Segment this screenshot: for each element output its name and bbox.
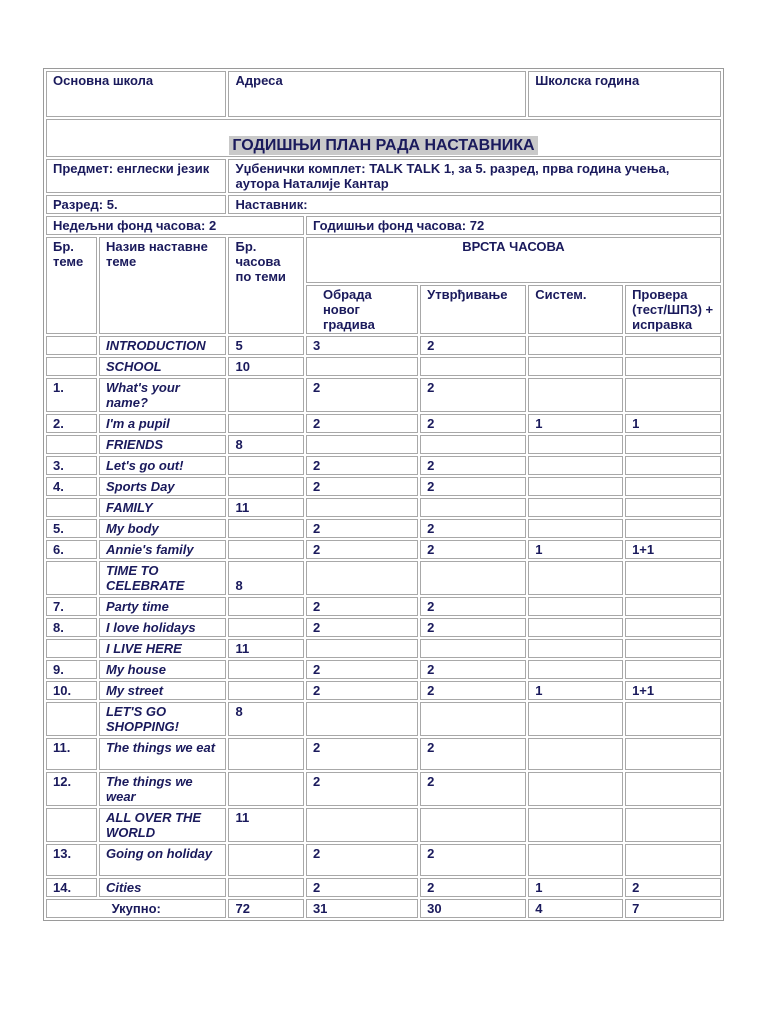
- table-row: [46, 519, 721, 538]
- topic-name-cell: LET'S GO SHOPPING!: [99, 702, 227, 736]
- test-cell: [625, 477, 721, 496]
- teacher-cell: [228, 195, 721, 214]
- test-cell: [625, 336, 721, 355]
- new-material-cell: 2: [306, 477, 418, 496]
- system-cell: 1: [528, 878, 623, 897]
- revision-cell: [420, 498, 526, 517]
- total-row: [46, 899, 721, 918]
- col-topic-no: [46, 237, 97, 334]
- hours-cell: [228, 618, 303, 637]
- total-test-cell: 7: [625, 899, 721, 918]
- topic-name-cell: Cities: [99, 878, 227, 897]
- new-material-cell: [306, 702, 418, 736]
- topic-name-cell: Sports Day: [99, 477, 227, 496]
- topic-no-cell: 8.: [46, 618, 97, 637]
- hours-cell: [228, 681, 303, 700]
- topic-name-cell: Going on holiday: [99, 844, 227, 876]
- new-material-cell: 3: [306, 336, 418, 355]
- hours-cell: 5: [228, 336, 303, 355]
- table-row: [46, 456, 721, 475]
- plan-table: [43, 68, 724, 921]
- topic-no-cell: 6.: [46, 540, 97, 559]
- topic-no-cell: [46, 336, 97, 355]
- textbook-cell: [228, 159, 721, 193]
- title-cell: [46, 119, 721, 157]
- test-cell: [625, 618, 721, 637]
- test-cell: 1: [625, 414, 721, 433]
- topic-name-cell: My street: [99, 681, 227, 700]
- test-cell: [625, 639, 721, 658]
- table-row: [46, 660, 721, 679]
- topic-no-cell: 4.: [46, 477, 97, 496]
- revision-cell: 2: [420, 844, 526, 876]
- system-cell: [528, 378, 623, 412]
- hours-cell: [228, 519, 303, 538]
- test-cell: [625, 772, 721, 806]
- topic-no-cell: 12.: [46, 772, 97, 806]
- hours-cell: 8: [228, 561, 303, 595]
- test-cell: [625, 456, 721, 475]
- hours-cell: [228, 660, 303, 679]
- test-cell: [625, 844, 721, 876]
- hours-cell: [228, 772, 303, 806]
- table-row: [46, 561, 721, 595]
- system-cell: [528, 844, 623, 876]
- new-material-cell: [306, 357, 418, 376]
- topic-name-cell: Party time: [99, 597, 227, 616]
- revision-cell: 2: [420, 540, 526, 559]
- new-material-cell: 2: [306, 597, 418, 616]
- table-row: [46, 738, 721, 770]
- col-new-material: [306, 285, 418, 334]
- new-material-cell: 2: [306, 738, 418, 770]
- school-year-label: Школска година: [535, 73, 640, 88]
- new-material-cell: 2: [306, 456, 418, 475]
- hours-cell: [228, 540, 303, 559]
- new-material-cell: [306, 639, 418, 658]
- topic-name-cell: My body: [99, 519, 227, 538]
- new-material-cell: [306, 498, 418, 517]
- revision-cell: 2: [420, 660, 526, 679]
- new-material-cell: 2: [306, 772, 418, 806]
- test-cell: [625, 597, 721, 616]
- topic-no-cell: [46, 639, 97, 658]
- hours-cell: [228, 878, 303, 897]
- school-cell: [46, 71, 226, 117]
- new-material-cell: 2: [306, 618, 418, 637]
- table-row: [46, 336, 721, 355]
- col-revision: [420, 285, 526, 334]
- revision-cell: 2: [420, 477, 526, 496]
- total-hours-cell: 72: [228, 899, 303, 918]
- revision-cell: [420, 357, 526, 376]
- topic-name-cell: I love holidays: [99, 618, 227, 637]
- revision-cell: 2: [420, 336, 526, 355]
- new-material-cell: 2: [306, 878, 418, 897]
- topic-no-cell: [46, 702, 97, 736]
- revision-cell: [420, 639, 526, 658]
- revision-cell: 2: [420, 681, 526, 700]
- table-row: [46, 435, 721, 454]
- system-cell: [528, 618, 623, 637]
- col-test: [625, 285, 721, 334]
- topic-no-cell: 2.: [46, 414, 97, 433]
- table-row: [46, 414, 721, 433]
- system-cell: [528, 357, 623, 376]
- system-cell: [528, 456, 623, 475]
- hours-cell: [228, 597, 303, 616]
- topic-name-cell: ALL OVER THE WORLD: [99, 808, 227, 842]
- revision-cell: 2: [420, 878, 526, 897]
- system-cell: [528, 702, 623, 736]
- col-hours: [228, 237, 303, 334]
- new-material-cell: 2: [306, 660, 418, 679]
- new-material-cell: 2: [306, 540, 418, 559]
- col-topic-name-label: Назив наставне теме: [105, 239, 208, 269]
- test-cell: [625, 498, 721, 517]
- topic-no-cell: 5.: [46, 519, 97, 538]
- revision-cell: [420, 561, 526, 595]
- new-material-cell: 2: [306, 378, 418, 412]
- test-cell: [625, 561, 721, 595]
- test-cell: 1+1: [625, 540, 721, 559]
- test-cell: [625, 357, 721, 376]
- topic-name-cell: I LIVE HERE: [99, 639, 227, 658]
- revision-cell: 2: [420, 597, 526, 616]
- system-cell: [528, 498, 623, 517]
- school-year-cell: [528, 71, 721, 117]
- col-system: [528, 285, 623, 334]
- table-row: [46, 378, 721, 412]
- hours-cell: [228, 844, 303, 876]
- hours-cell: 10: [228, 357, 303, 376]
- topic-no-cell: [46, 808, 97, 842]
- system-cell: [528, 808, 623, 842]
- hours-cell: [228, 414, 303, 433]
- new-material-cell: 2: [306, 844, 418, 876]
- table-row: [46, 844, 721, 876]
- table-row: [46, 639, 721, 658]
- yearly-fund-cell: [306, 216, 721, 235]
- table-row: [46, 618, 721, 637]
- table-row: [46, 702, 721, 736]
- col-lesson-types-label: ВРСТА ЧАСОВА: [462, 239, 565, 254]
- table-row: [46, 681, 721, 700]
- topic-name-cell: The things we wear: [99, 772, 227, 806]
- revision-cell: 2: [420, 378, 526, 412]
- topic-name-cell: The things we eat: [99, 738, 227, 770]
- col-topic-name: [99, 237, 227, 334]
- test-cell: [625, 519, 721, 538]
- topic-no-cell: 13.: [46, 844, 97, 876]
- table-row: [46, 878, 721, 897]
- system-cell: [528, 435, 623, 454]
- system-cell: [528, 336, 623, 355]
- table-row: [46, 772, 721, 806]
- revision-cell: 2: [420, 772, 526, 806]
- document-page: [43, 68, 724, 921]
- yearly-fund-text: Годишњи фонд часова: 72: [312, 218, 485, 233]
- test-cell: 1+1: [625, 681, 721, 700]
- col-test-label: Провера (тест/ШПЗ) + исправка: [632, 287, 714, 332]
- hours-cell: [228, 378, 303, 412]
- topic-no-cell: 3.: [46, 456, 97, 475]
- test-cell: [625, 435, 721, 454]
- address-cell: [228, 71, 526, 117]
- grade-cell: [46, 195, 226, 214]
- new-material-cell: 2: [306, 681, 418, 700]
- col-hours-label: Бр. часова по теми: [235, 239, 286, 284]
- page-title: ГОДИШЊИ ПЛАН РАДА НАСТАВНИКА: [229, 136, 537, 155]
- topic-name-cell: Annie's family: [99, 540, 227, 559]
- topic-no-cell: 14.: [46, 878, 97, 897]
- topic-no-cell: [46, 498, 97, 517]
- hours-cell: 8: [228, 702, 303, 736]
- topic-name-cell: My house: [99, 660, 227, 679]
- col-revision-label: Утврђивање: [427, 287, 508, 302]
- new-material-cell: 2: [306, 519, 418, 538]
- weekly-fund-cell: [46, 216, 304, 235]
- topic-name-cell: I'm a pupil: [99, 414, 227, 433]
- hours-cell: [228, 738, 303, 770]
- revision-cell: 2: [420, 519, 526, 538]
- subject-cell: [46, 159, 226, 193]
- test-cell: [625, 702, 721, 736]
- topic-no-cell: [46, 435, 97, 454]
- system-cell: 1: [528, 540, 623, 559]
- address-label: Адреса: [235, 73, 283, 88]
- topic-name-cell: SCHOOL: [99, 357, 227, 376]
- table-row: [46, 808, 721, 842]
- system-cell: 1: [528, 681, 623, 700]
- test-cell: [625, 660, 721, 679]
- col-new-material-label: Обрада новог градива: [322, 287, 375, 332]
- table-row: [46, 477, 721, 496]
- system-cell: [528, 477, 623, 496]
- topic-name-cell: FAMILY: [99, 498, 227, 517]
- system-cell: [528, 639, 623, 658]
- system-cell: [528, 738, 623, 770]
- table-row: [46, 597, 721, 616]
- topic-no-cell: 11.: [46, 738, 97, 770]
- topic-no-cell: [46, 561, 97, 595]
- hours-cell: 11: [228, 639, 303, 658]
- school-label: Основна школа: [53, 73, 154, 88]
- table-row: [46, 357, 721, 376]
- hours-cell: 11: [228, 498, 303, 517]
- hours-cell: 11: [228, 808, 303, 842]
- topic-name-cell: INTRODUCTION: [99, 336, 227, 355]
- textbook-text: Уџбенички комплет: TALK TALK 1, за 5. разред, прва година учења, аутора Наталије Кантар: [235, 161, 670, 191]
- system-cell: 1: [528, 414, 623, 433]
- table-row: [46, 540, 721, 559]
- topic-no-cell: 7.: [46, 597, 97, 616]
- revision-cell: [420, 702, 526, 736]
- revision-cell: [420, 435, 526, 454]
- topic-name-cell: FRIENDS: [99, 435, 227, 454]
- total-rev-cell: 30: [420, 899, 526, 918]
- system-cell: [528, 660, 623, 679]
- grade-text: Разред: 5.: [53, 197, 118, 212]
- topic-name-cell: TIME TO CELEBRATE: [99, 561, 227, 595]
- revision-cell: 2: [420, 738, 526, 770]
- test-cell: [625, 738, 721, 770]
- col-topic-no-label: Бр. теме: [53, 239, 84, 269]
- weekly-fund-text: Недељни фонд часова: 2: [53, 218, 217, 233]
- topic-name-cell: Let's go out!: [99, 456, 227, 475]
- total-label: Укупно:: [46, 899, 226, 918]
- test-cell: [625, 378, 721, 412]
- new-material-cell: [306, 435, 418, 454]
- new-material-cell: [306, 808, 418, 842]
- topic-name-cell: What's your name?: [99, 378, 227, 412]
- topic-no-cell: 9.: [46, 660, 97, 679]
- hours-cell: 8: [228, 435, 303, 454]
- teacher-text: Наставник:: [235, 197, 308, 212]
- new-material-cell: 2: [306, 414, 418, 433]
- topic-no-cell: 10.: [46, 681, 97, 700]
- revision-cell: 2: [420, 618, 526, 637]
- system-cell: [528, 561, 623, 595]
- subject-text: Предмет: енглески језик: [53, 161, 210, 176]
- topic-no-cell: 1.: [46, 378, 97, 412]
- col-lesson-types: [306, 237, 721, 283]
- new-material-cell: [306, 561, 418, 595]
- system-cell: [528, 519, 623, 538]
- revision-cell: [420, 808, 526, 842]
- total-sys-cell: 4: [528, 899, 623, 918]
- test-cell: [625, 808, 721, 842]
- system-cell: [528, 597, 623, 616]
- col-system-label: Систем.: [535, 287, 587, 302]
- total-new-cell: 31: [306, 899, 418, 918]
- revision-cell: 2: [420, 456, 526, 475]
- revision-cell: 2: [420, 414, 526, 433]
- system-cell: [528, 772, 623, 806]
- test-cell: 2: [625, 878, 721, 897]
- topic-no-cell: [46, 357, 97, 376]
- table-row: [46, 498, 721, 517]
- hours-cell: [228, 477, 303, 496]
- hours-cell: [228, 456, 303, 475]
